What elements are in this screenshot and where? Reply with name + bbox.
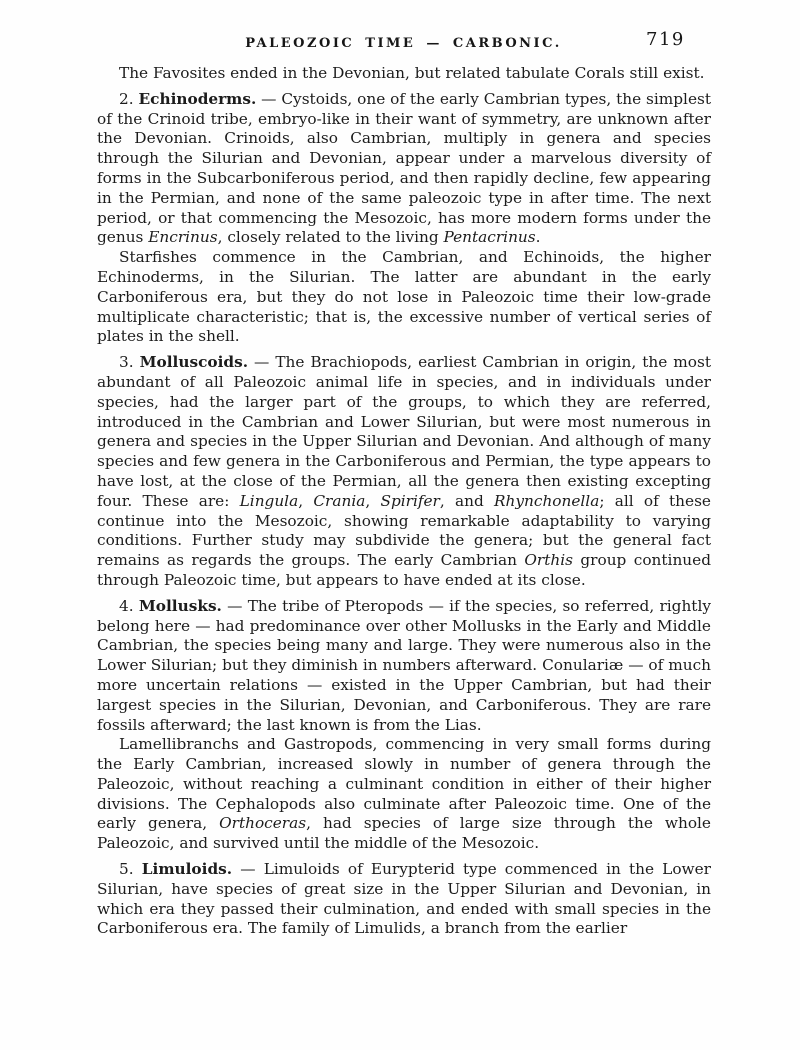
paragraph-3 [97, 248, 711, 347]
text-run: , and [439, 491, 495, 510]
paragraph-2 [97, 90, 711, 248]
taxon-name: Encrinus [148, 228, 218, 247]
taxon-name: Orthis [524, 551, 573, 570]
text-run: 5. [119, 860, 142, 879]
text-block [97, 64, 711, 939]
paragraph-5 [97, 597, 711, 736]
text-run: 4. [119, 596, 139, 615]
text-run: 2. [119, 89, 139, 108]
taxon-name: Spirifer [380, 491, 440, 510]
taxon-name: Pentacrinus [443, 228, 536, 247]
text-run: 3. [119, 353, 140, 372]
text-run: , [298, 491, 314, 510]
text-run: The Favosites ended in the Devonian, but related tabulate Corals still exist. [119, 64, 705, 82]
text-run: — The tribe of Pteropods — if the species, so referred, rightly belong here — had predominance over other Mollusks in the Early and Middle Cambrian, the species being many and large. They were numerous also in the Lower Silurian; but they diminish in numbers afterward. Conulariæ — of much more uncertain relations — existed in the Upper Cambrian, but had their largest species in the Silurian, Devonian, and Carboniferous. They are rare fossils afterward; the last known is from the Lias. [97, 596, 711, 734]
section-label: Echinoderms. [138, 89, 257, 108]
taxon-name: Crania [313, 491, 366, 510]
text-run: — Cystoids, one of the early Cambrian types, the simplest of the Crinoid tribe, embryo-like in their want of symmetry, are unknown after the Devonian. Crinoids, also Cambrian, multiply in genera and species through the Silurian and Devonian, appear under a marvelous diversity of forms in the Subcarboniferous period, and then rapidly decline, few appearing in the Permian, and none of the same paleozoic type in after time. The next period, or that commencing the Mesozoic, has more modern forms under the genus [97, 89, 711, 247]
paragraph-1 [97, 64, 711, 84]
text-run: , [365, 491, 381, 510]
section-label: Mollusks. [138, 596, 222, 615]
text-run: — Limuloids of Eurypterid type commenced in the Lower Silurian, have species of great size in the Upper Silurian and Devonian, in which era they passed their culmination, and ended with small species in the Carboniferous era. The family of Limulids, a branch from the earlier [97, 860, 711, 938]
paragraph-6 [97, 735, 711, 854]
text-run: Lamellibranchs and Gastropods, commencing in very small forms during the Early Cambrian, increased slowly in number of genera through the Paleozoic, without reaching a culminant condition in either of their higher divisions. The Cephalopods also culminate after Paleozoic time. One of the early genera, [97, 735, 711, 833]
section-label: Limuloids. [141, 860, 233, 879]
taxon-name: Lingula [239, 491, 299, 510]
page-number: 719 [646, 29, 685, 50]
paragraph-7 [97, 860, 711, 939]
taxon-name: Rhynchonella [494, 491, 600, 510]
taxon-name: Orthoceras [219, 814, 307, 833]
text-run: . [535, 228, 541, 247]
section-label: Molluscoids. [139, 353, 249, 372]
running-head: PALEOZOIC TIME — CARBONIC. [245, 36, 562, 51]
text-run: Starfishes commence in the Cambrian, and Echinoids, the higher Echinoderms, in the Silurian. The latter are abundant in the early Carboniferous era, but they do not lose in Paleozoic time their low-grade multiplicate characteristic; that is, the excessive number of vertical series of plates in the shell. [97, 248, 711, 346]
paragraph-4 [97, 353, 711, 591]
text-run: — The Brachiopods, earliest Cambrian in origin, the most abundant of all Paleozoic animal life in species, and in individuals under species, had the larger part of the groups, to which they are referred, introduced in the Cambrian and Lower Silurian, but were most numerous in genera and species in the Upper Silurian and Devonian. And although of many species and few genera in the Carboniferous and Permian, the type appears to have lost, at the close of the Permian, all the genera then existing excepting four. These are: [97, 353, 711, 510]
text-run: , closely related to the living [217, 228, 444, 247]
text-run: , had species of large size through the whole Paleozoic, and survived until the middle of the Mesozoic. [97, 814, 711, 853]
text-run: group continued through Paleozoic time, but appears to have ended at its close. [97, 551, 711, 589]
text-run: ; all of these continue into the Mesozoic, showing remarkable adaptability to varying conditions. Further study may subdivide the genera; but the general fact remains as regards the groups. The early Cambrian [97, 491, 711, 570]
